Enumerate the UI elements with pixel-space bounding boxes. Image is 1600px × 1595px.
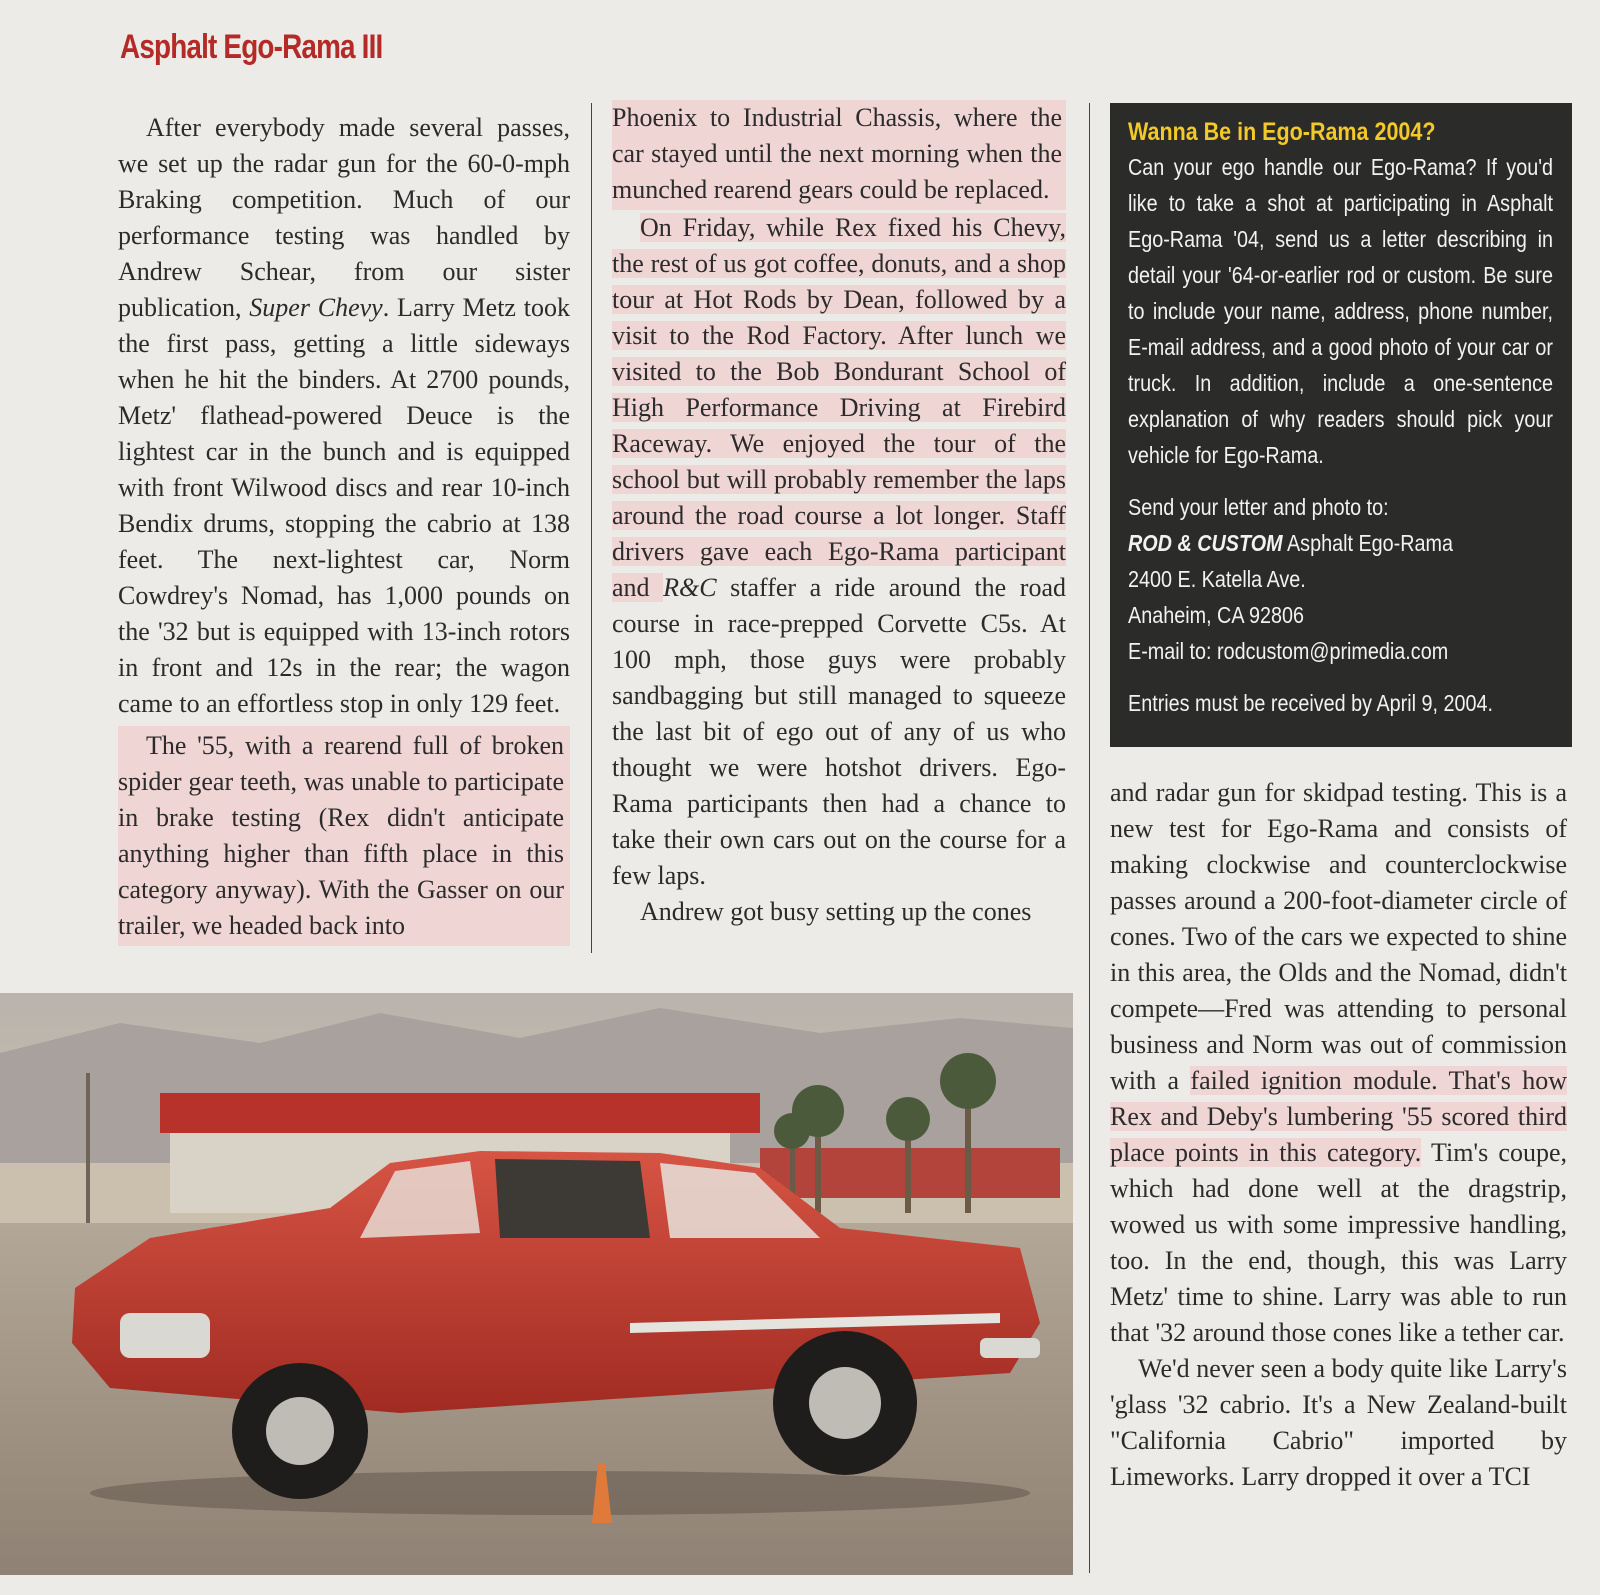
article-column-1 xyxy=(118,110,570,946)
sidebar-email: E-mail to: rodcustom@primedia.com xyxy=(1128,638,1449,664)
sidebar-city: Anaheim, CA 92806 xyxy=(1128,602,1304,628)
paragraph-text: On Friday, while Rex fixed his Chevy, the rest of us got coffee, donuts, and a shop tour at Hot Rods by Dean, followed by a visit to the Rod Factory. After lunch we visited to the Bob Bondurant School of High Performance Driving at Firebird Raceway. We enjoyed the tour of the school but will probably remember the laps around the road course a lot longer. Staff drivers gave each Ego-Rama participant and xyxy=(612,213,1066,602)
highlighted-paragraph: Phoenix to Industrial Chassis, where the car stayed until the next morning when the munched rearend gears could be replaced. xyxy=(612,100,1066,210)
sidebar-address-name xyxy=(1128,525,1553,561)
sidebar-street: 2400 E. Katella Ave. xyxy=(1128,566,1306,592)
utility-pole xyxy=(86,1073,90,1223)
paragraph: Andrew got busy setting up the cones xyxy=(640,897,1032,926)
page-title: Asphalt Ego-Rama III xyxy=(120,28,383,66)
paragraph-text: staffer a ride around the road course in race-prepped Corvette C5s. At 100 mph, those guys were probably sandbagging but still managed to squeeze the last bit of ego out of any of us who thought we were hotshot drivers. Ego-Rama participants then had a chance to take their own cars out on the course for a few laps. xyxy=(612,573,1066,890)
column-divider xyxy=(591,103,592,953)
sidebar-box xyxy=(1110,103,1572,747)
article-column-2 xyxy=(612,100,1066,930)
paragraph-text: Tim's coupe, which had done well at the dragstrip, wowed us with some impressive handling, too. In the end, though, this was Larry Metz' time to shine. Larry was able to run that '32 around those cones like a tether car. xyxy=(1110,1138,1568,1347)
car-photo xyxy=(0,993,1073,1575)
sidebar-deadline: Entries must be received by April 9, 2004. xyxy=(1128,690,1494,716)
brand-name: ROD & CUSTOM xyxy=(1128,530,1283,556)
car-photo-illustration xyxy=(0,993,1073,1575)
highlighted-paragraph: The '55, with a rearend full of broken spider gear teeth, was unable to participate in brake testing (Rex didn't anticipate anything higher than fifth place in this category anyway). With the Gasser on our trailer, we headed back into xyxy=(118,726,570,946)
italic-text: Super Chevy xyxy=(249,293,383,322)
sidebar-body: Can your ego handle our Ego-Rama? If you'd like to take a shot at participating in Asphalt Ego-Rama '04, send us a letter describing in detail your '64-or-earlier rod or custom. Be sure to include your name, address, phone number, E-mail address, and a good photo of your car or truck. In addition, include a one-sentence explanation of why readers should pick your vehicle for Ego-Rama. xyxy=(1128,154,1553,468)
italic-text: R&C xyxy=(663,573,717,602)
paragraph-text: . Larry Metz took the first pass, getting a little sideways when he hit the binders. At 2700 pounds, Metz' flathead-powered Deuce is the lightest car in the bunch and is equipped with front Wilwood discs and rear 10-inch Bendix drums, stopping the cabrio at 138 feet. The next-lightest car, Norm Cowdrey's Nomad, has 1,000 pounds on the '32 but is equipped with 13-inch rotors in front and 12s in the rear; the wagon came to an effortless stop in only 129 feet. xyxy=(118,293,570,718)
paragraph: We'd never seen a body quite like Larry's 'glass '32 cabrio. It's a New Zealand-built "California Cabrio" imported by Limeworks. Larry dropped it over a TCI xyxy=(1110,1354,1567,1491)
sidebar-send-to: Send your letter and photo to: xyxy=(1128,494,1389,520)
highlighted-text: failed ignition module. That's how Rex and Deby's lumbering '55 scored third place points in this category. xyxy=(1110,1066,1567,1167)
paragraph-text: and radar gun for skidpad testing. This is a new test for Ego-Rama and consists of making clockwise and counterclockwise passes around a 200-foot-diameter circle of cones. Two of the cars we expected to shine in this area, the Olds and the Nomad, didn't compete—Fred was attending to personal business and Norm was out of commission with a xyxy=(1110,778,1567,1095)
paragraph-text: After everybody made several passes, we set up the radar gun for the 60-0-mph Braking competition. Much of our performance testing was handled by Andrew Schear, from our sister publication, xyxy=(118,113,570,322)
paragraph xyxy=(1110,775,1567,1351)
address-line: Asphalt Ego-Rama xyxy=(1282,530,1454,556)
paragraph xyxy=(612,210,1066,894)
sidebar-heading: Wanna Be in Ego-Rama 2004? xyxy=(1128,118,1436,146)
article-column-3 xyxy=(1110,775,1567,1495)
paragraph xyxy=(118,110,570,722)
column-divider xyxy=(1089,103,1090,1573)
